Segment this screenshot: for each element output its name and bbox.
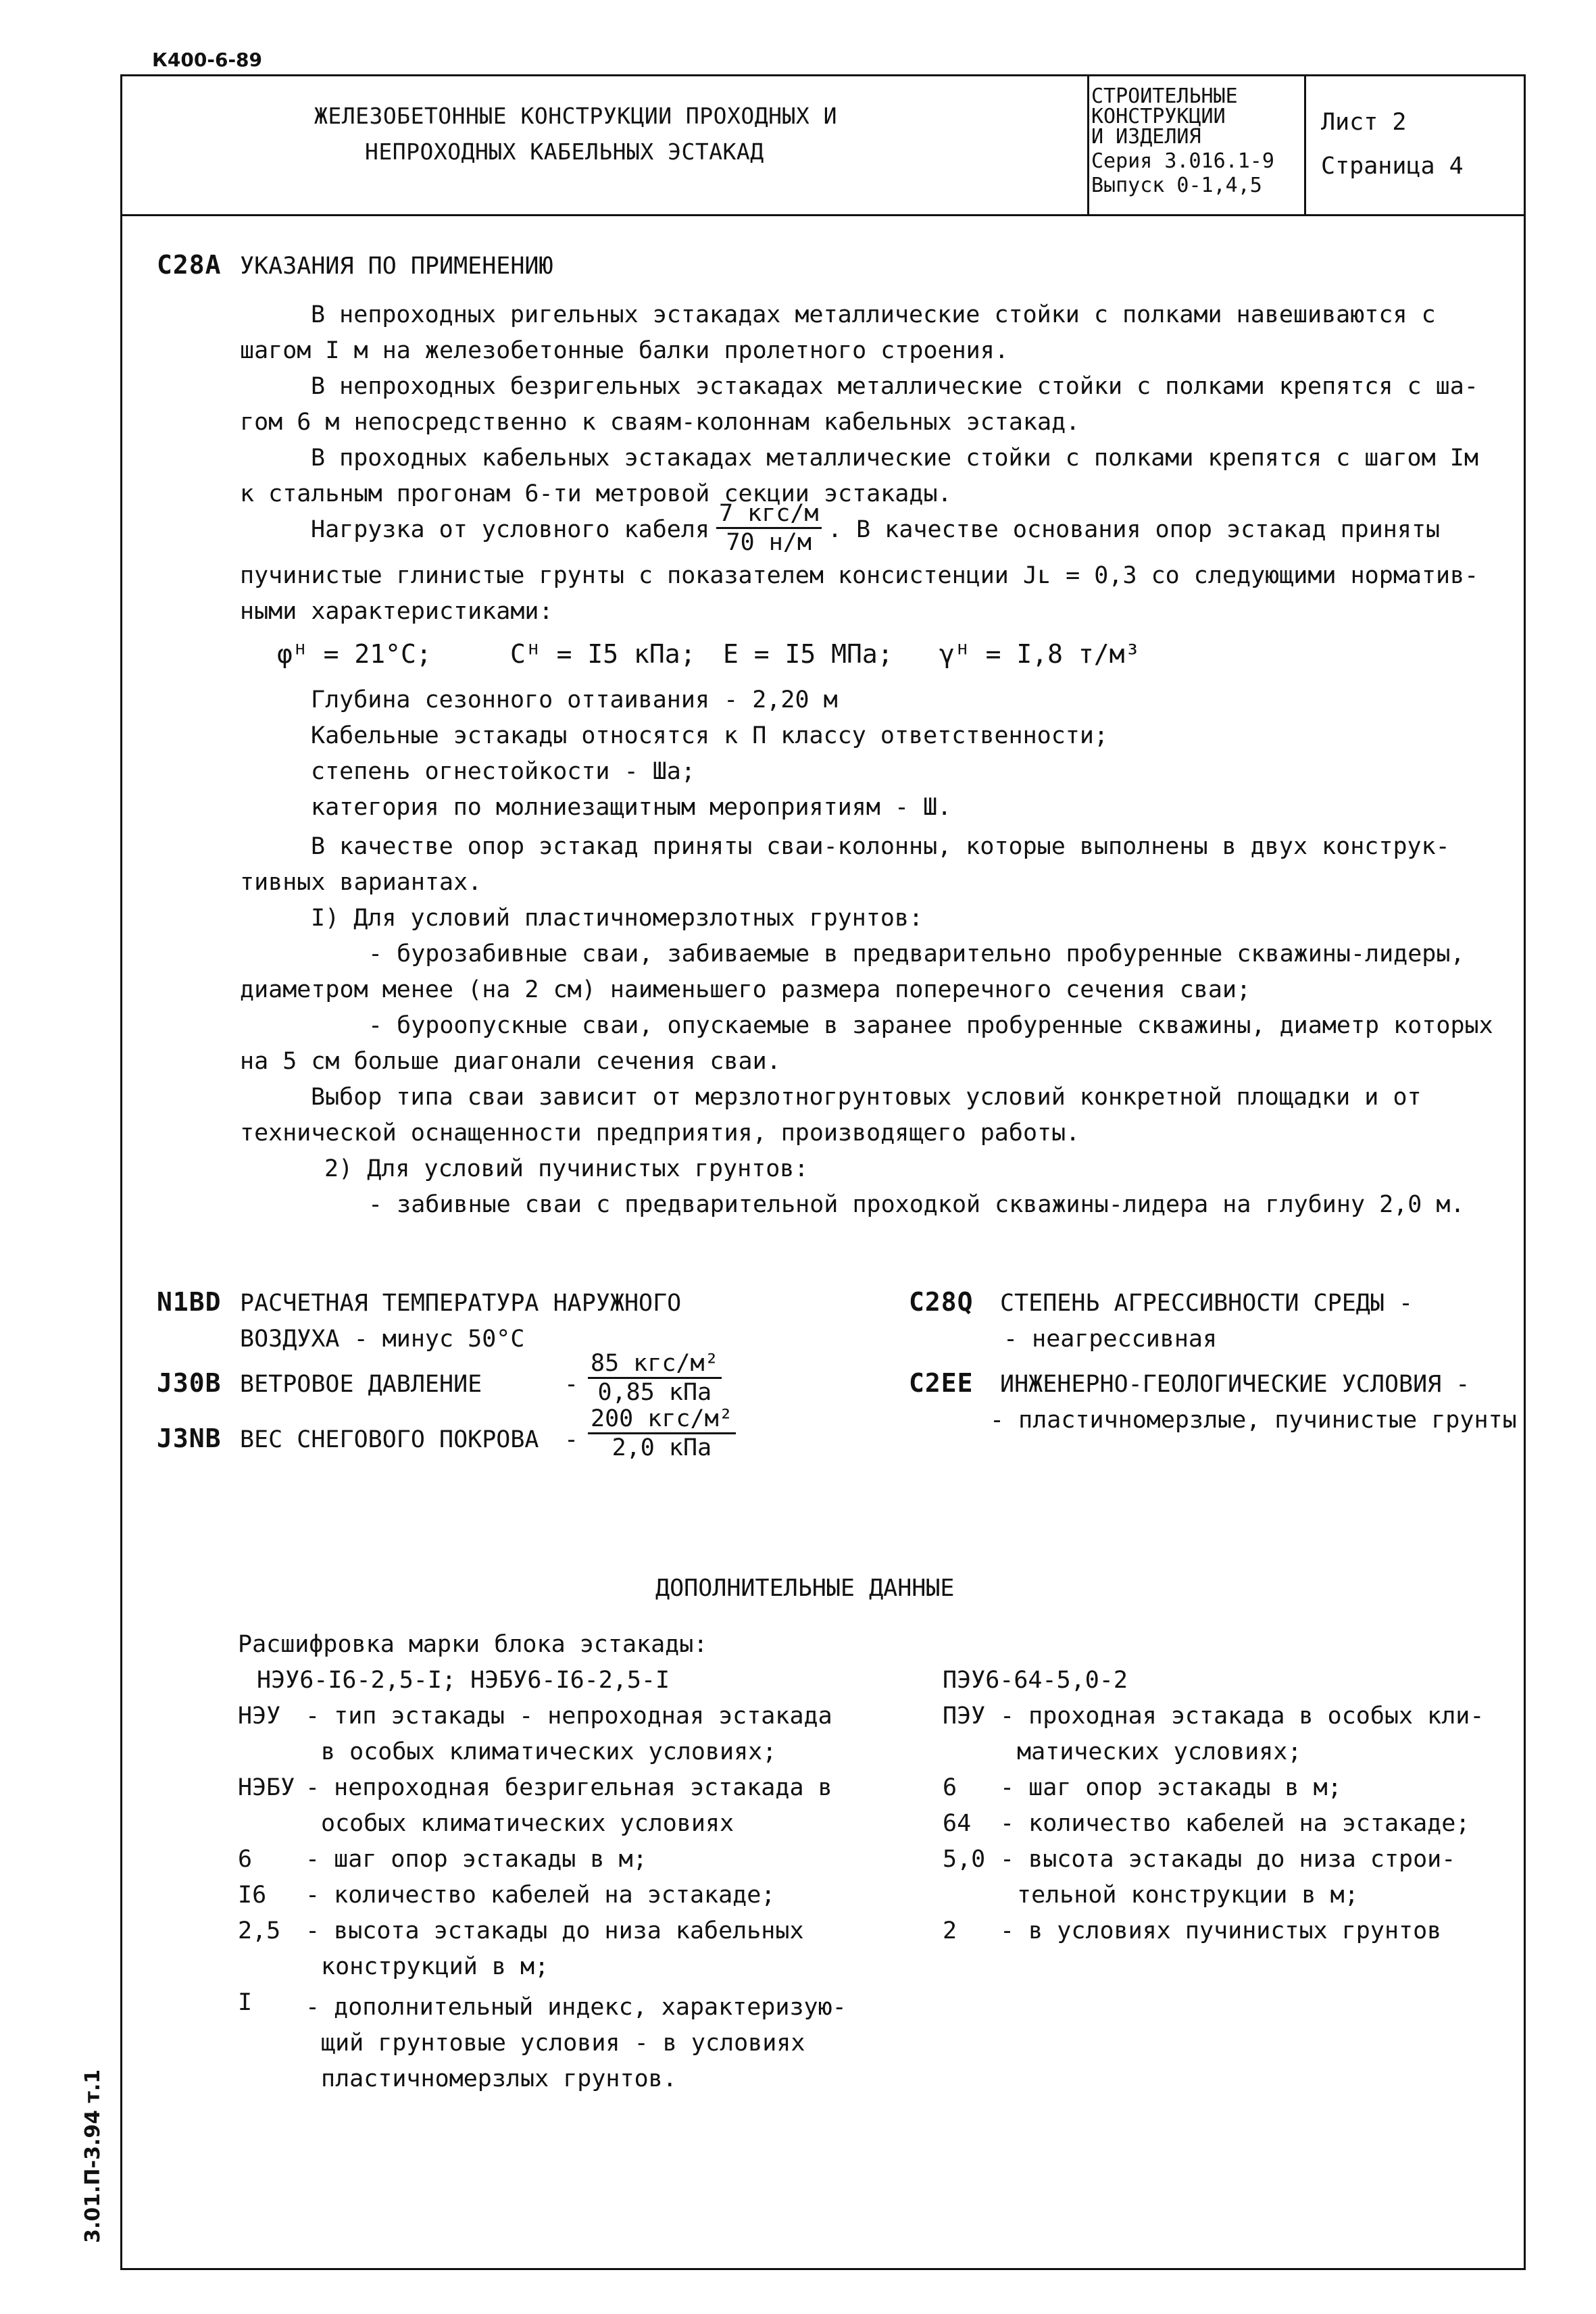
code-j30b: J30B xyxy=(157,1368,222,1398)
left-marks: НЭУ6-I6-2,5-I; НЭБУ6-I6-2,5-I xyxy=(257,1667,670,1694)
n1bd-text-2: ВОЗДУХА - минус 50°С xyxy=(240,1326,525,1353)
left-desc: особых климатических условиях xyxy=(321,1810,734,1837)
right-desc: - шаг опор эстакады в м; xyxy=(1000,1774,1342,1801)
left-desc: в особых климатических условиях; xyxy=(321,1738,777,1765)
text-line: 2) Для условий пучинистых грунтов: xyxy=(324,1155,809,1182)
text-line: пучинистые глинистые грунты с показателем консистенции Jʟ = 0,3 со следующими норматив- xyxy=(240,562,1479,589)
j3nb-numerator: 200 кгс/м² xyxy=(588,1405,736,1434)
n1bd-text-1: РАСЧЕТНАЯ ТЕМПЕРАТУРА НАРУЖНОГО xyxy=(240,1290,682,1317)
right-key: 64 xyxy=(943,1810,972,1837)
right-desc: - в условиях пучинистых грунтов xyxy=(1000,1917,1442,1944)
load-prefix: Нагрузка от условного кабеля xyxy=(311,516,710,543)
param-e: Е = I5 МПа; xyxy=(723,639,893,669)
c28q-text-2: - неагрессивная xyxy=(1003,1326,1218,1353)
text-line: - буроопускные сваи, опускаемые в заранее пробуренные скважины, диаметр которых xyxy=(368,1012,1493,1039)
right-desc: - высота эстакады до низа строи- xyxy=(1000,1846,1456,1873)
text-line: В качестве опор эстакад приняты сваи-колонны, которые выполнены в двух конструк- xyxy=(311,833,1450,860)
series-line-2: КОНСТРУКЦИИ xyxy=(1091,105,1226,128)
text-line: Глубина сезонного оттаивания - 2,20 м xyxy=(311,686,838,713)
left-desc: - количество кабелей на эстакаде; xyxy=(305,1882,776,1909)
additional-heading: ДОПОЛНИТЕЛЬНЫЕ ДАННЫЕ xyxy=(655,1575,955,1602)
header-vline-2 xyxy=(1304,74,1306,215)
text-line: шагом I м на железобетонные балки пролетного строения. xyxy=(240,337,1009,364)
series-line-3: И ИЗДЕЛИЯ xyxy=(1091,125,1201,149)
load-fraction xyxy=(716,500,822,556)
c2ee-text-1: ИНЖЕНЕРНО-ГЕОЛОГИЧЕСКИЕ УСЛОВИЯ - xyxy=(1000,1371,1470,1398)
j30b-dash: - xyxy=(564,1371,579,1398)
text-line: степень огнестойкости - Шa; xyxy=(311,758,695,785)
c28q-text-1: СТЕПЕНЬ АГРЕССИВНОСТИ СРЕДЫ - xyxy=(1000,1290,1414,1317)
code-c2ee: C2EE xyxy=(909,1368,974,1398)
header-vline-1 xyxy=(1087,74,1089,215)
right-desc: тельной конструкции в м; xyxy=(1017,1882,1359,1909)
left-desc: - тип эстакады - непроходная эстакада xyxy=(305,1703,832,1730)
text-line: I) Для условий пластичномерзлотных грунтов: xyxy=(311,905,924,932)
load-denominator: 70 н/м xyxy=(726,529,812,556)
text-line: технической оснащенности предприятия, производящего работы. xyxy=(240,1120,1080,1147)
right-key: 2 xyxy=(943,1917,957,1944)
text-line: к стальным прогонам 6-ти метровой секции эстакады. xyxy=(240,480,952,507)
series-line-4: Серия 3.016.1-9 xyxy=(1091,149,1274,173)
load-numerator: 7 кгс/м xyxy=(716,500,822,529)
right-desc: матических условиях; xyxy=(1017,1738,1302,1765)
left-desc: пластичномерзлых грунтов. xyxy=(321,2065,677,2092)
j30b-denominator: 0,85 кПа xyxy=(597,1379,712,1406)
left-desc: щий грунтовые условия - в условиях xyxy=(321,2030,805,2057)
right-key: 5,0 xyxy=(943,1846,986,1873)
c2ee-text-2: - пластичномерзлые, пучинистые грунты xyxy=(990,1407,1517,1434)
right-key: 6 xyxy=(943,1774,957,1801)
j30b-label: ВЕТРОВОЕ ДАВЛЕНИЕ xyxy=(240,1371,482,1398)
section-heading: УКАЗАНИЯ ПО ПРИМЕНЕНИЮ xyxy=(240,253,553,280)
left-key: НЭУ xyxy=(238,1703,281,1730)
text-line: - забивные сваи с предварительной проходкой скважины-лидера на глубину 2,0 м. xyxy=(368,1191,1465,1218)
text-line: на 5 см больше диагонали сечения сваи. xyxy=(240,1048,781,1075)
left-desc: - непроходная безригельная эстакада в xyxy=(305,1774,832,1801)
text-line: В проходных кабельных эстакадах металлические стойки с полками крепятся с шагом Iм xyxy=(311,445,1478,472)
load-suffix: . В качестве основания опор эстакад приняты xyxy=(828,516,1441,543)
text-line: - бурозабивные сваи, забиваемые в предварительно пробуренные скважины-лидеры, xyxy=(368,940,1465,967)
right-desc: - проходная эстакада в особых кли- xyxy=(1000,1703,1485,1730)
code-c28q: C28Q xyxy=(909,1287,974,1317)
sheet-number: Лист 2 xyxy=(1321,109,1407,136)
series-line-1: СТРОИТЕЛЬНЫЕ xyxy=(1091,84,1238,108)
param-c: Сᴴ = I5 кПа; xyxy=(510,639,696,669)
j30b-numerator: 85 кгс/м² xyxy=(588,1350,722,1379)
right-marks: ПЭУ6-64-5,0-2 xyxy=(943,1667,1128,1694)
title-line-1: ЖЕЛЕЗОБЕТОННЫЕ КОНСТРУКЦИИ ПРОХОДНЫХ И xyxy=(314,103,837,129)
side-stamp: 3.01.П-3.94 т.1 xyxy=(81,2069,105,2243)
right-desc: - количество кабелей на эстакаде; xyxy=(1000,1810,1470,1837)
j3nb-denominator: 2,0 кПа xyxy=(612,1434,712,1461)
title-line-2: НЕПРОХОДНЫХ КАБЕЛЬНЫХ ЭСТАКАД xyxy=(365,139,764,165)
text-line: категория по молниезащитным мероприятиям - Ш. xyxy=(311,794,952,821)
text-line: В непроходных безригельных эстакадах металлические стойки с полками крепятся с ша- xyxy=(311,373,1478,400)
section-code-c28a: C28A xyxy=(157,250,222,280)
j3nb-label: ВЕС СНЕГОВОГО ПОКРОВА xyxy=(240,1426,539,1453)
page-number: Страница 4 xyxy=(1321,153,1464,180)
text-line: диаметром менее (на 2 см) наименьшего размера поперечного сечения сваи; xyxy=(240,976,1251,1003)
text-line: гом 6 м непосредственно к сваям-колоннам кабельных эстакад. xyxy=(240,409,1080,436)
left-desc: конструкций в м; xyxy=(321,1953,549,1980)
text-line: ными характеристиками: xyxy=(240,598,553,625)
text-line: В непроходных ригельных эстакадах металлические стойки с полками навешиваются с xyxy=(311,301,1436,328)
code-j3nb: J3NB xyxy=(157,1424,222,1453)
param-gamma: γᴴ = I,8 т/м³ xyxy=(939,639,1141,669)
j3nb-dash: - xyxy=(564,1426,579,1453)
code-n1bd: N1BD xyxy=(157,1287,222,1317)
left-key: I xyxy=(238,1989,253,2016)
text-line: Выбор типа сваи зависит от мерзлотногрунтовых условий конкретной площадки и от xyxy=(311,1084,1422,1111)
j3nb-fraction xyxy=(588,1405,736,1461)
left-key: 2,5 xyxy=(238,1917,281,1944)
param-phi: φᴴ = 21°С; xyxy=(277,639,432,669)
decode-intro: Расшифровка марки блока эстакады: xyxy=(238,1631,708,1658)
text-line: тивных вариантах. xyxy=(240,869,482,896)
series-line-5: Выпуск 0-1,4,5 xyxy=(1091,174,1262,197)
left-key: I6 xyxy=(238,1882,267,1909)
left-desc: - шаг опор эстакады в м; xyxy=(305,1846,647,1873)
right-key: ПЭУ xyxy=(943,1703,986,1730)
left-key: 6 xyxy=(238,1846,253,1873)
left-desc: - высота эстакады до низа кабельных xyxy=(305,1917,804,1944)
left-key: НЭБУ xyxy=(238,1774,295,1801)
j30b-fraction xyxy=(588,1350,722,1406)
text-line: Кабельные эстакады относятся к П классу ответственности; xyxy=(311,722,1109,749)
left-desc: - дополнительный индекс, характеризую- xyxy=(305,1994,847,2021)
document-code: К400-6-89 xyxy=(152,49,263,71)
header-divider xyxy=(120,214,1526,216)
